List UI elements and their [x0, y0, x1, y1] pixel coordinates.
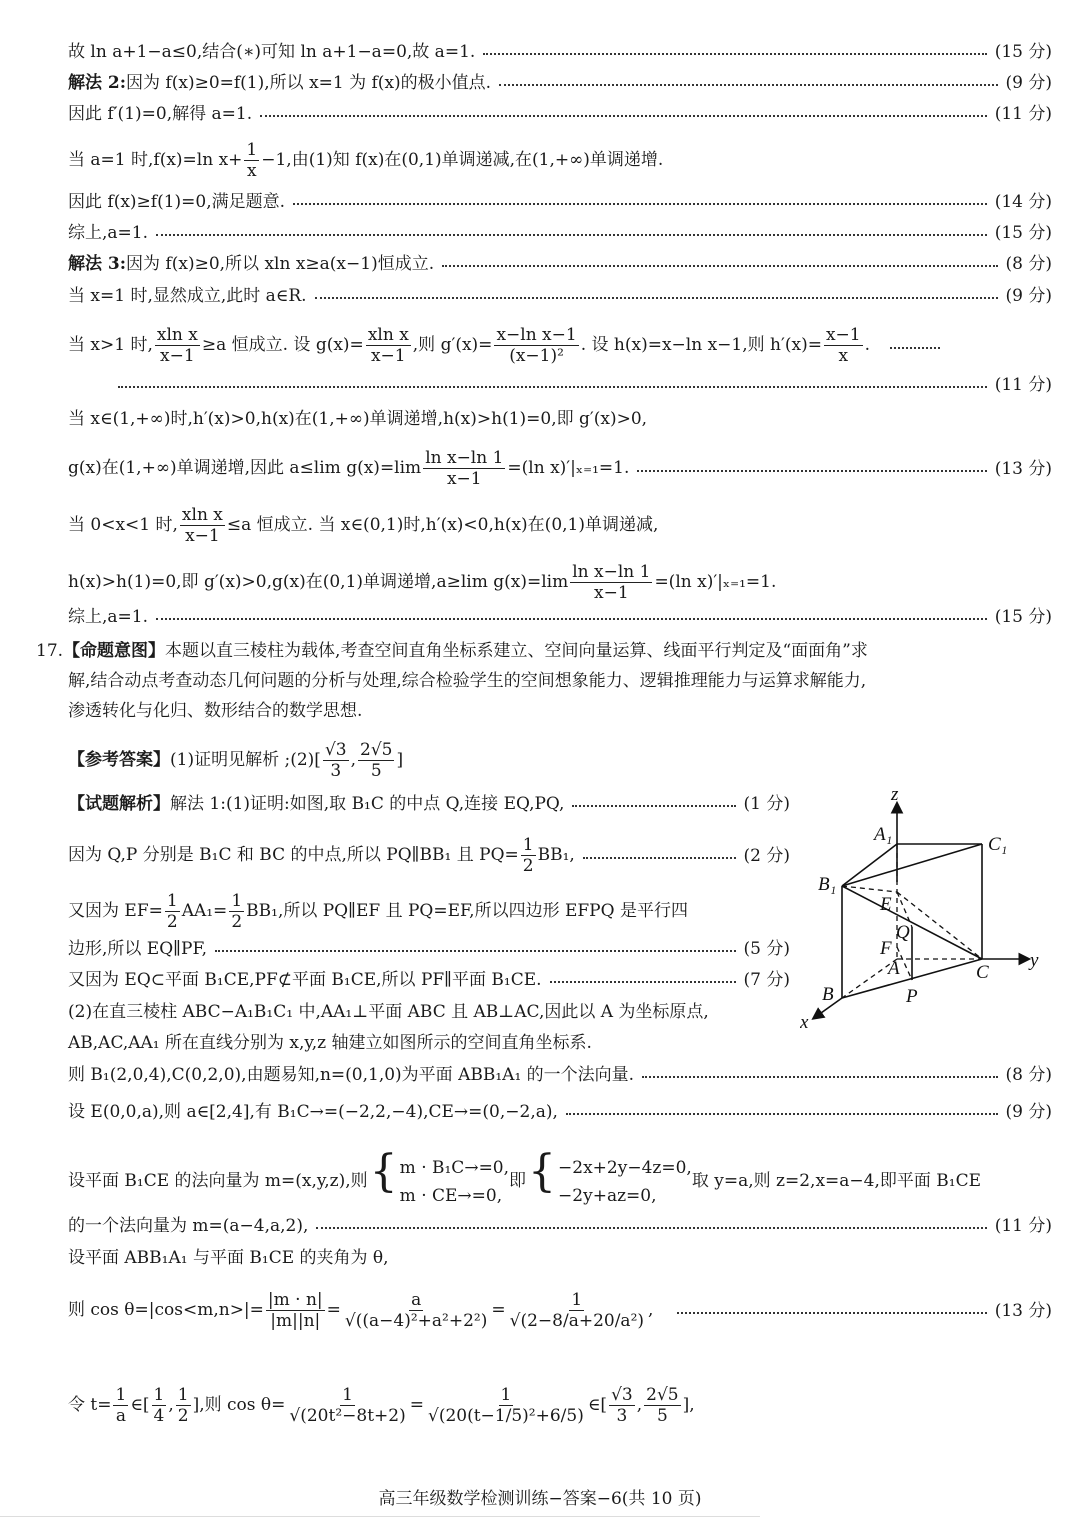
step-7: AB,AC,AA₁ 所在直线分别为 x,y,z 轴建立如图所示的空间直角坐标系.	[68, 1033, 592, 1053]
label-F: F	[880, 938, 892, 959]
line-14: h(x)>h(1)=0,即 g′(x)>0,g(x)在(0,1)单调递增,a≥lim g(x)=lim $\frac{\text{ln x−ln 1}}{x-1}$ =(ln x)′|ₓ₌₁=1.	[68, 562, 777, 603]
segment-EC	[897, 892, 982, 959]
score: (5 分)	[743, 939, 790, 959]
fraction: $\frac{\text{xln x}}{x-1}$	[181, 505, 223, 546]
score: (9 分)	[1005, 286, 1052, 306]
label-C: C	[976, 962, 989, 983]
step-2: 因为 Q,P 分别是 B₁C 和 BC 的中点,所以 PQ∥BB₁ 且 PQ= $\frac{1}{2}$ BB₁, (2 分)	[68, 835, 790, 876]
score: (9 分)	[1005, 1102, 1052, 1122]
score: (11 分)	[994, 375, 1052, 395]
score: (8 分)	[1005, 1065, 1052, 1085]
score: (15 分)	[994, 607, 1052, 627]
score: (1 分)	[743, 794, 790, 814]
score: (13 分)	[994, 458, 1052, 479]
line-15: 综上,a=1. (15 分)	[68, 607, 1052, 627]
line-4: 当 a=1 时,f(x)=ln x+ $\frac{1}{x}$ −1,由(1)知 f(x)在(0,1)单调递减,在(1,+∞)单调递增.	[68, 140, 664, 181]
analysis-label: 【试题解析】	[68, 794, 170, 814]
score: (8 分)	[1005, 254, 1052, 274]
label-A1: A₁	[874, 824, 893, 845]
line-7: 解法 3:因为 f(x)≥0,所以 xln x≥a(x−1)恒成立. (8 分)	[68, 254, 1052, 274]
fraction: $\frac{x-1}{x}$	[825, 325, 861, 366]
label-z: z	[891, 784, 899, 805]
score: (14 分)	[994, 192, 1052, 212]
fraction: $\frac{\text{xln x}}{x-1}$	[156, 325, 198, 366]
line-11: 当 x∈(1,+∞)时,h′(x)>0,h(x)在(1,+∞)单调递增,h(x)>h(1)=0,即 g′(x)>0,	[68, 409, 648, 429]
line-10	[118, 373, 1052, 397]
step-4: 边形,所以 EQ∥PF, (5 分)	[68, 939, 790, 959]
intent-label: 【命题意图】	[63, 641, 166, 661]
label-B: B	[822, 984, 834, 1005]
score: (2 分)	[743, 845, 790, 866]
step-12: 设平面 ABB₁A₁ 与平面 B₁CE 的夹角为 θ,	[68, 1248, 389, 1268]
line-3: 因此 f′(1)=0,解得 a=1. (11 分)	[68, 104, 1052, 124]
label-C1: C₁	[988, 834, 1008, 855]
step-1: 【试题解析】解法 1:(1)证明:如图,取 B₁C 的中点 Q,连接 EQ,PQ, (1 分)	[68, 794, 790, 814]
label-Q: Q	[896, 922, 910, 943]
score: (15 分)	[994, 42, 1052, 62]
question-number: 17.	[36, 641, 64, 661]
step-5: 又因为 EQ⊂平面 B₁CE,PF⊄平面 B₁CE,所以 PF∥平面 B₁CE. (7 分)	[68, 970, 790, 990]
fraction: $\frac{\text{x−ln x−1}}{\text{(x−1)²}}$	[496, 325, 577, 366]
score: (15 分)	[994, 223, 1052, 243]
page-footer: 高三年级数学检测训练−答案−6(共 10 页)	[378, 1489, 702, 1509]
score: (7 分)	[743, 970, 790, 990]
line-2: 解法 2:因为 f(x)≥0=f(1),所以 x=1 为 f(x)的极小值点. (9 分)	[68, 73, 1052, 93]
line-9: 当 x>1 时, $\frac{\text{xln x}}{x-1}$ ≥a 恒成立. 设 g(x)= $\frac{\text{xln x}}{x-1}$ ,则 g′(x)= $\frac{\text{x−ln x−1}}{\text{(x−1)²}}$ . 设 h(x)=x−ln x−1,则 h′(x)= $\frac{x-1}{x}$ .	[68, 325, 1052, 366]
line-1: 故 ln a+1−a≤0,结合(∗)可知 ln a+1−a=0,故 a=1. (15 分)	[68, 42, 1052, 62]
leader-dots	[483, 53, 986, 55]
prism-figure	[800, 782, 1060, 1042]
edge-A1B1	[842, 844, 897, 886]
fraction: $\frac{\text{xln x}}{x-1}$	[367, 325, 409, 366]
reference-answer: 【参考答案】(1)证明见解析 ;(2)[ $\frac{√3}{3}$ , $\frac{2√5}{5}$ ]	[68, 740, 404, 781]
line-8: 当 x=1 时,显然成立,此时 a∈R. (9 分)	[68, 286, 1052, 306]
label-y: y	[1030, 950, 1039, 971]
step-14: 令 t= $\frac{1}{a}$ ∈[ $\frac{1}{4}$ , $\frac{1}{2}$ ],则 cos θ= $\frac{1}{\text{√(20t²−8t+2)}}$ = $\frac{1}{\text{√(20(t−1/5)²+6/5)}}$ ∈[ $\frac{√3}{3}$ , $\frac{2√5}{5}$ ],	[68, 1385, 695, 1426]
fraction: $\frac{\text{ln x−ln 1}}{x-1}$	[425, 448, 504, 489]
footer-divider	[0, 1516, 760, 1517]
label-E: E	[880, 894, 892, 915]
score: (11 分)	[994, 1216, 1052, 1236]
score: (13 分)	[994, 1300, 1052, 1321]
method-label: 解法 2:	[68, 73, 127, 93]
label-A: A	[888, 958, 900, 979]
label-P: P	[906, 986, 918, 1007]
q17-intent: 17.【命题意图】本题以直三棱柱为载体,考查空间直角坐标系建立、空间向量运算、线面平行判定及“面面角”求 解,结合动点考查动态几何问题的分析与处理,综合检验学生的空间想象能力、逻辑推理能力与运算求解能力, 渗透转化与化归、数形结合的数学思想.	[36, 641, 868, 721]
step-8: 则 B₁(2,0,4),C(0,2,0),由题易知,n=(0,1,0)为平面 ABB₁A₁ 的一个法向量. (8 分)	[68, 1065, 1052, 1085]
answer-label: 【参考答案】	[68, 750, 170, 770]
step-11: 的一个法向量为 m=(a−4,a,2), (11 分)	[68, 1216, 1052, 1236]
edge-B1C1	[842, 844, 982, 886]
line-13: 当 0<x<1 时, $\frac{\text{xln x}}{x-1}$ ≤a 恒成立. 当 x∈(0,1)时,h′(x)<0,h(x)在(0,1)单调递减,	[68, 505, 659, 546]
score: (9 分)	[1005, 73, 1052, 93]
line-12: g(x)在(1,+∞)单调递增,因此 a≤lim g(x)=lim $\frac{\text{ln x−ln 1}}{x-1}$ =(ln x)′|ₓ₌₁=1. (13 分)	[68, 448, 1052, 489]
label-B1: B₁	[818, 874, 837, 895]
step-13: 则 cos θ=|cos<m,n>|= $\frac{|m \cdot n|}{|m||n|}$ = $\frac{a}{\text{√((a−4)²+a²+2²)}}$ = $\frac{1}{\text{√(2−8/a+20/a²)}}$ , (13 分)	[68, 1290, 1052, 1331]
line-6: 综上,a=1. (15 分)	[68, 223, 1052, 243]
label-x: x	[800, 1012, 809, 1033]
step-3: 又因为 EF= $\frac{1}{2}$ AA₁= $\frac{1}{2}$ BB₁,所以 PQ∥EF 且 PQ=EF,所以四边形 EFPQ 是平行四	[68, 891, 688, 932]
score: (11 分)	[994, 104, 1052, 124]
step-6: (2)在直三棱柱 ABC−A₁B₁C₁ 中,AA₁⊥平面 ABC 且 AB⊥AC,因此以 A 为坐标原点,	[68, 1002, 709, 1022]
fraction: $\frac{\text{ln x−ln 1}}{x-1}$	[572, 562, 651, 603]
step-9: 设 E(0,0,a),则 a∈[2,4],有 B₁C→=(−2,2,−4),CE→=(0,−2,a), (9 分)	[68, 1102, 1052, 1122]
step-10: 设平面 B₁CE 的法向量为 m=(x,y,z),则{ m · B₁C→=0, m · CE→=0, 即{ −2x+2y−4z=0, −2y+az=0, 取 y=a,则 z=2,x=a−4,即平面 B₁CE	[68, 1146, 982, 1206]
fraction: $\frac{1}{x}$	[246, 140, 258, 181]
method-label: 解法 3:	[68, 254, 127, 274]
line-5: 因此 f(x)≥f(1)=0,满足题意. (14 分)	[68, 192, 1052, 212]
